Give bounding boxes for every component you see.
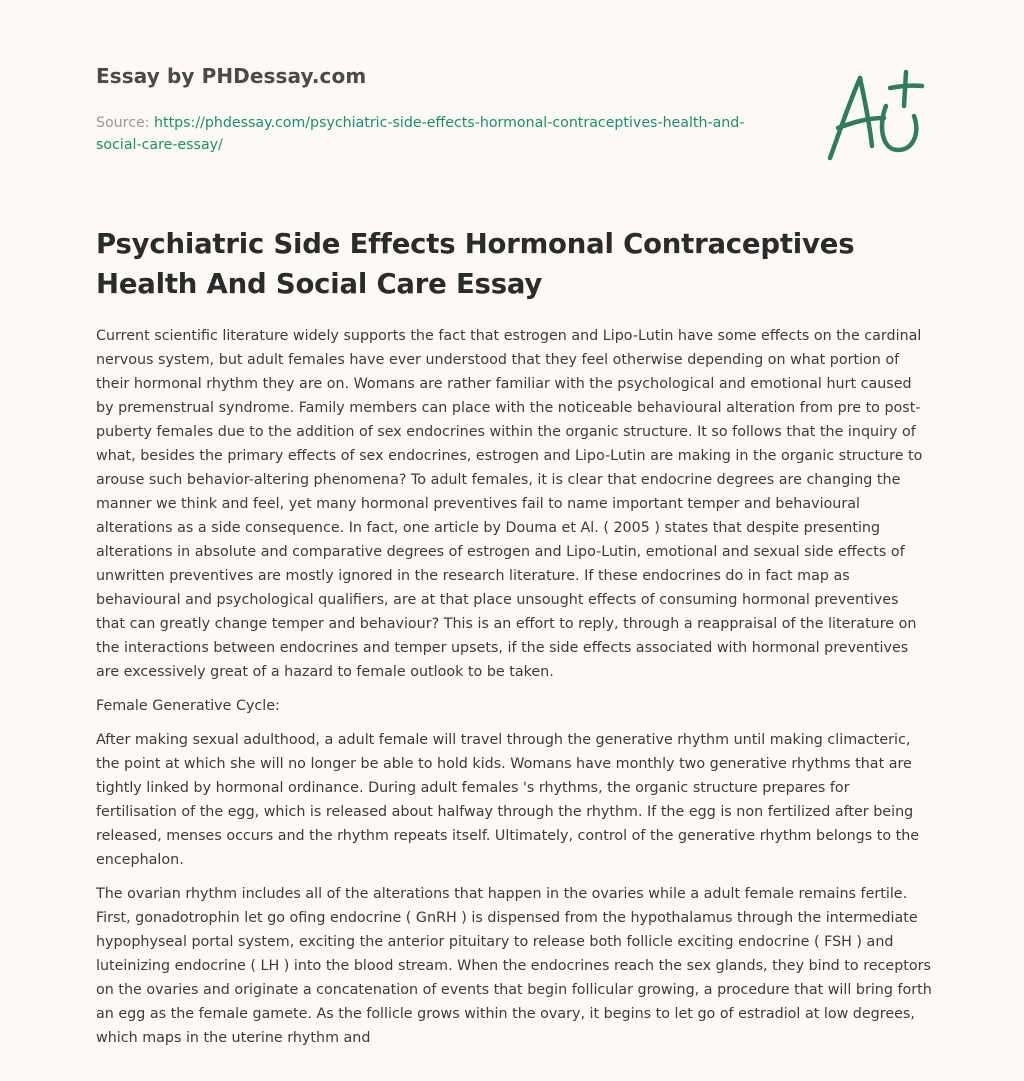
paragraph: After making sexual adulthood, a adult female will travel through the generative rhythm until making climacteric, the point at which she will no longer be able to hold kids. Womans have monthly two generative rhythms that are tightly linked by hormonal ordinance. During adult females 's rhythms, the organic structure prepares for fertilisation of the egg, which is released about halfway through the rhythm. If the egg is non fertilized after being released, menses occurs and the rhythm repeats itself. Ultimately, control of the generative rhythm belongs to the encephalon. — [96, 732, 920, 868]
page-title: Psychiatric Side Effects Hormonal Contraceptives Health And Social Care Essay — [96, 228, 855, 300]
paragraph: The ovarian rhythm includes all of the alterations that happen in the ovaries while a adult female remains fertile. First, gonadotrophin let go ofing endocrine ( GnRH ) is dispensed from the hypothalamus through the intermediate hypophyseal portal system, exciting the anterior pituitary to release both follicle exciting endocrine ( FSH ) and luteinizing endocrine ( LH ) into the blood stream. When the endocrines reach the sex glands, they bind to receptors on the ovaries and originate a concatenation of events that begin follicular growing, a procedure that will bring forth an egg as the female gamete. As the follicle grows within the ovary, it begins to let go of estradiol at low degrees, which maps in the uterine rhythm and — [96, 886, 932, 1046]
paragraph: Current scientific literature widely supports the fact that estrogen and Lipo-Lutin have some effects on the cardinal nervous system, but adult females have ever understood that they feel otherwise depending on what portion of their hormonal rhythm they are on. Womans are rather familiar with the psychological and emotional hurt caused by premenstrual syndrome. Family members can place with the noticeable behavioural alteration from pre to post-puberty females due to the addition of sex endocrines within the organic structure. It so follows that the inquiry of what, besides the primary effects of sex endocrines, estrogen and Lipo-Lutin are making in the organic structure to arouse such behavior-altering phenomena? To adult females, it is clear that endocrine degrees are changing the manner we think and feel, yet many hormonal preventives fail to name important temper and behavioural alterations as a side consequence. In fact, one article by Douma et Al. ( 2005 ) states that despite presenting alterations in absolute and comparative degrees of estrogen and Lipo-Lutin, emotional and sexual side effects of unwritten preventives are mostly ignored in the research literature. If these endocrines do in fact map as behavioural and psychological qualifiers, are at that place unsought effects of consuming hormonal preventives that can greatly change temper and behaviour? This is an effort to reply, through a reappraisal of the literature on the interactions between endocrines and temper upsets, if the side effects associated with hormonal preventives are excessively great of a hazard to female outlook to be taken. — [96, 328, 923, 680]
a-plus-logo-icon — [820, 66, 930, 166]
article-body — [96, 324, 932, 1060]
section-heading: Female Generative Cycle: — [96, 698, 280, 714]
site-brand: Essay by PHDessay.com — [96, 64, 367, 88]
source-link[interactable]: https://phdessay.com/psychiatric-side-effects-hormonal-contraceptives-health-and-social-care-essay/ — [96, 115, 745, 153]
source-label: Source: — [96, 115, 150, 131]
source-line — [96, 112, 756, 156]
